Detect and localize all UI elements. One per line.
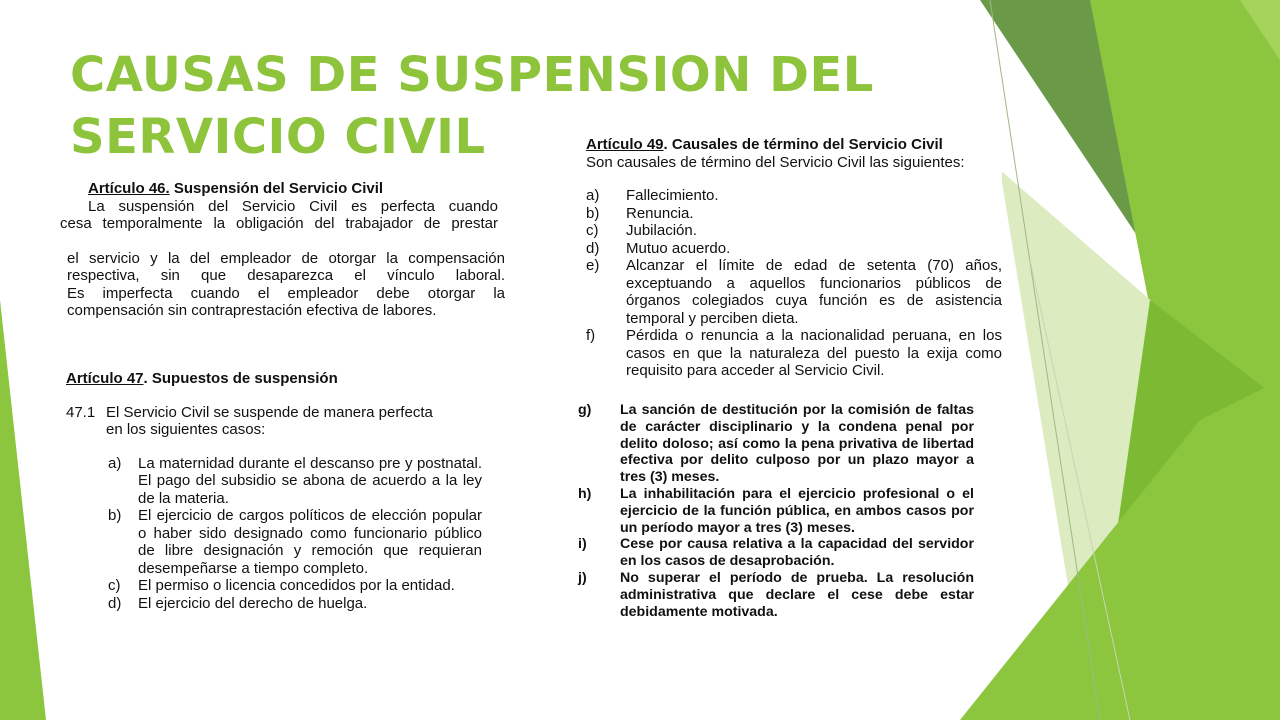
article-47-intro-line: en los siguientes casos: (106, 421, 266, 438)
article-49-item: g) La sanción de destitución por la comisión de faltas de carácter disciplinario y la condena penal por delito doloso; así como la pena privativa de libertad efectiva por delito culposo por un plazo mayor a tres (3) meses. (578, 402, 974, 486)
article-46-number: Artículo 46. (88, 180, 170, 197)
title-line-2: SERVICIO CIVIL (70, 109, 486, 165)
article-49-number: Artículo 49 (586, 136, 664, 153)
article-46-line: compensación sin contraprestación efectiva de labores. (67, 302, 437, 319)
article-49-item: a) Fallecimiento. (586, 187, 719, 204)
article-46-scan (60, 180, 508, 330)
article-47-intro (66, 404, 482, 439)
article-49-item: f) Pérdida o renuncia a la nacionalidad peruana, en los casos en que la naturaleza del puesto la exija como requisito para acceder al Servicio Civil. (586, 327, 1002, 379)
article-49-scan (556, 136, 1002, 402)
article-47-heading (66, 370, 482, 388)
article-49-item: e) Alcanzar el límite de edad de setenta (70) años, exceptuando a aquellos funcionarios públicos de órganos colegiados cuya función es de asistencia temporal y perciben dieta. (586, 257, 1002, 327)
article-47-intro-label: 47.1 (66, 403, 96, 421)
article-47-list (66, 455, 482, 613)
article-47-intro-line: El Servicio Civil se suspende de manera perfecta (106, 403, 433, 421)
article-49-item: j) No superar el período de prueba. La resolución administrativa que declare el cese debe estar debidamente motivada. (578, 569, 974, 620)
article-49-list (556, 187, 1002, 380)
article-47-number: Artículo 47 (66, 370, 144, 387)
article-47-scan (66, 370, 482, 656)
article-47-heading-text: . Supuestos de suspensión (143, 370, 338, 387)
article-49-intro: Son causales de término del Servicio Civil las siguientes: (586, 153, 965, 171)
article-47-item: a) La maternidad durante el descanso pre y postnatal. El pago del subsidio se abona de acuerdo a la ley de la materia. (108, 454, 482, 507)
article-46-line: el servicio y la del empleador de otorgar la compensación (67, 249, 505, 267)
title-line-1: CAUSAS DE SUSPENSION DEL (70, 47, 874, 103)
article-49-item: c) Jubilación. (586, 222, 697, 239)
article-49-continuation-scan (578, 402, 974, 624)
article-47-item: d) El ejercicio del derecho de huelga. (108, 594, 368, 612)
left-green-facet (0, 300, 46, 720)
article-49-heading (556, 136, 1002, 154)
article-46-line: La suspensión del Servicio Civil es perfecta cuando (88, 197, 498, 215)
article-49-item: h) La inhabilitación para el ejercicio profesional o el ejercicio de la función pública, en ambos casos por un período mayor a tres (3) meses. (578, 485, 974, 536)
article-46-line: cesa temporalmente la obligación del trabajador de prestar (60, 215, 498, 232)
article-46-heading (60, 180, 508, 198)
article-49-heading-text: . Causales de término del Servicio Civil (663, 136, 943, 153)
article-46-line: Es imperfecta cuando el empleador debe otorgar la (67, 284, 505, 302)
article-46-line: respectiva, sin que desaparezca el vínculo laboral. (67, 267, 505, 284)
article-47-item: c) El permiso o licencia concedidos por la entidad. (108, 577, 455, 594)
article-49-item: i) Cese por causa relativa a la capacidad del servidor en los casos de desaprobación. (578, 536, 974, 570)
article-46-heading-text: Suspensión del Servicio Civil (169, 180, 384, 197)
article-49-item: b) Renuncia. (586, 204, 694, 222)
article-47-item: b) El ejercicio de cargos políticos de elección popular o haber sido designado como funcionario público de libre designación y remoción que requieran desempeñarse a tiempo completo. (108, 507, 482, 577)
article-49-item: d) Mutuo acuerdo. (586, 239, 731, 257)
